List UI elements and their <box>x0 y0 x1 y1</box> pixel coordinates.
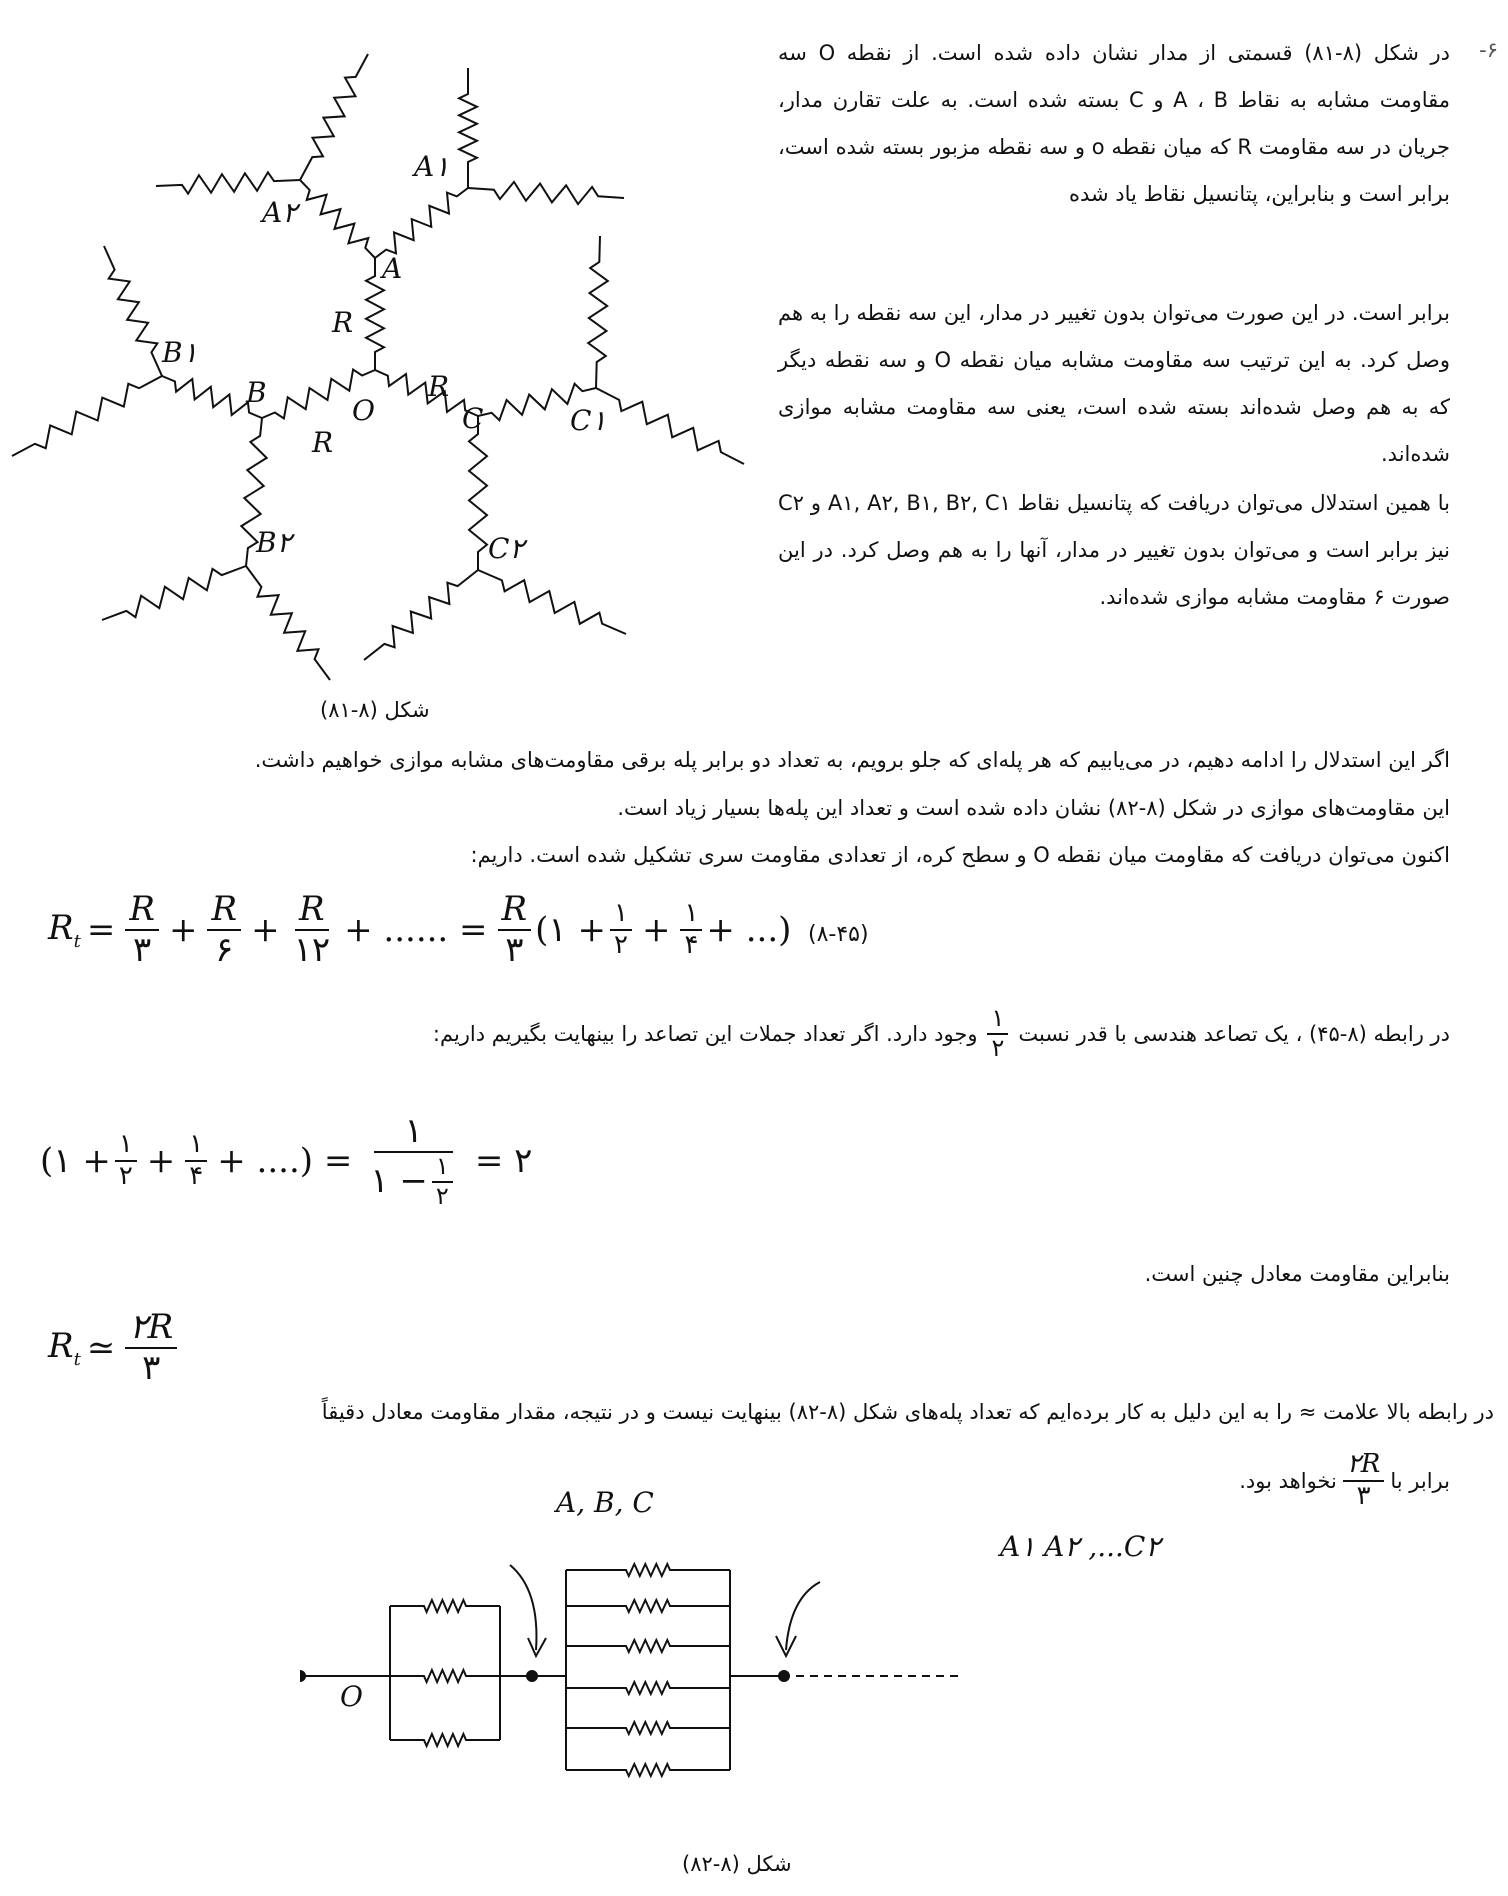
node-O <box>300 1671 305 1681</box>
resistor-stage1-3 <box>390 1734 500 1746</box>
sum-big-den <box>366 1153 460 1210</box>
problem-paragraph-1: در شکل (۸-۸۱) قسمتی از مدار نشان داده شده است. از نقطه O سه مقاومت مشابه به نقاط A ، B و C بسته شده است. به علت تقارن مدار، جریان در سه مقاومت R که میان نقطه o و سه نقطه مزبور بسته شده است، برابر است و بنابراین، پتانسیل نقاط یاد شده <box>778 41 1451 206</box>
eq45-ellipsis: + ...... = <box>344 910 488 951</box>
sum-close: + ....) = <box>217 1141 353 1182</box>
figure-8-82-caption: شکل (۸-۸۲) <box>682 1852 792 1876</box>
body-line-4-before: در رابطه (۸-۴۵) ، یک تصاعد هندسی با قدر نسبت <box>1018 1021 1450 1046</box>
eq45-s2-num: ۱ <box>680 899 702 931</box>
equation-result <box>48 1308 181 1388</box>
eq45-term-2 <box>207 890 241 970</box>
body-line-6: در رابطه بالا علامت ≈ را به این دلیل به کار برده‌ایم که تعداد پله‌های شکل (۸-۸۲) بینهایت نیست و در نتیجه، مقدار مقاومت معادل دقیقاً <box>321 1400 1494 1424</box>
resistor-stage2-3 <box>566 1640 730 1652</box>
resistor-B1-left <box>12 376 162 456</box>
final-num: ۲R <box>1346 1449 1381 1479</box>
figure-8-81-caption: شکل (۸-۸۱) <box>320 698 430 722</box>
eq45-lhs: R <box>48 908 74 949</box>
arrow-A1C2 <box>786 1582 820 1650</box>
eq45-term-3-num: R <box>299 889 325 929</box>
equation-series-sum: (۱ + $\frac{۱}{۲}$ + $\frac{۱}{۴}$ + ....) = ۱ ۱ − $\frac{۱}{۲}$ = ۲ <box>40 1111 533 1210</box>
sum-big-den-a: ۱ − <box>370 1161 428 1202</box>
label-R-top: R <box>332 306 354 339</box>
result-lhs-sub: t <box>73 1348 81 1370</box>
body-line-7-after: نخواهد بود. <box>1239 1468 1337 1493</box>
label-C: C <box>462 402 484 435</box>
result-num: ۲R <box>129 1307 174 1347</box>
result-lhs: R <box>48 1326 74 1367</box>
result-approx: ≃ <box>86 1328 116 1369</box>
resistor-stage2-5 <box>566 1722 730 1734</box>
resistor-A1-right <box>468 182 624 204</box>
sum-term-1 <box>115 1130 137 1192</box>
sum-s2-num: ۱ <box>185 1130 207 1162</box>
problem-paragraph-2: برابر است. در این صورت می‌توان بدون تغییر در مدار، این سه نقطه را به هم وصل کرد. به این ترتیب سه مقاومت مشابه میان نقطه O و سه نقطه دیگر که به هم وصل شده‌اند بسته شده است، یعنی سه مقاومت مشابه موازی شده‌اند. <box>778 301 1451 466</box>
equation-8-45: $R_t$ = $\frac{R}{۳}$ + $\frac{R}{۶}$ + $\frac{R}{۱۲}$ + ...... = $\frac{R}{۳}$ (۱ + $\frac{۱}{۲}$ + $\frac{۱}{۴}$ + ...) <box>48 889 792 971</box>
label-B2: B۲ <box>256 526 292 559</box>
body-line-3: اکنون می‌توان دریافت که مقاومت میان نقطه O و سطح کره، از تعدادی مقاومت سری تشکیل شده است. داریم: <box>470 843 1450 867</box>
eq45-term-1-num: R <box>129 889 155 929</box>
label-C2: C۲ <box>488 532 525 565</box>
resistor-stage2-4 <box>566 1682 730 1694</box>
equation-8-45-number: (۸-۴۵) <box>808 922 869 947</box>
sum-s1-num: ۱ <box>115 1130 137 1162</box>
eq45-series-open: (۱ + <box>535 910 606 951</box>
arrow-ABC <box>510 1565 536 1650</box>
fig82-label-ABC: A, B, C <box>556 1486 654 1519</box>
problem-number: -۶ <box>1479 38 1498 62</box>
ratio-num: ۱ <box>987 1005 1008 1035</box>
label-B1: B۱ <box>162 336 198 369</box>
eq45-s2-den: ۴ <box>684 930 699 961</box>
eq45-factor-den: ۳ <box>505 930 524 971</box>
ratio-den: ۲ <box>991 1033 1005 1062</box>
fig82-label-O: O <box>340 1680 363 1713</box>
label-R-left: R <box>312 426 334 459</box>
eq45-series-2 <box>680 899 702 961</box>
sum-s2-den: ۴ <box>189 1161 204 1192</box>
fig82-label-A1C2: A۱ A۲ ,...C۲ <box>1000 1530 1161 1563</box>
result-den: ۳ <box>142 1348 161 1389</box>
final-den: ۳ <box>1356 1480 1371 1511</box>
body-line-4-after: وجود دارد. اگر تعداد جملات این تصاعد را بینهایت بگیریم داریم: <box>432 1021 978 1046</box>
resistor-stage1-2 <box>390 1670 500 1682</box>
sum-s1-den: ۲ <box>118 1161 133 1192</box>
resistor-C1-up <box>588 236 608 388</box>
eq45-lhs-sub: t <box>73 930 81 952</box>
sum-big-num: ۱ <box>374 1112 452 1153</box>
sum-term-2 <box>185 1130 207 1192</box>
resistor-A2-up <box>300 54 368 180</box>
resistor-A-A1 <box>375 188 468 258</box>
eq45-s1-den: ۲ <box>613 930 628 961</box>
resistor-stage2-1 <box>566 1564 730 1576</box>
resistor-stage2-6 <box>566 1764 730 1776</box>
eq45-s1-num: ۱ <box>610 899 632 931</box>
figure-8-81 <box>0 40 780 740</box>
problem-paragraph-3: با همین استدلال می‌توان دریافت که پتانسیل نقاط A۱, A۲, B۱, B۲, C۱ و C۲ نیز برابر است و می‌توان بدون تغییر در مدار، آنها را به هم وصل کرد. در این صورت ۶ مقاومت مشابه موازی شده‌اند. <box>778 491 1450 609</box>
label-A: A <box>382 252 403 285</box>
body-line-7-before: برابر با <box>1390 1468 1450 1493</box>
eq45-term-1-den: ۳ <box>133 930 152 971</box>
sum-big-den-frac-den: ۲ <box>435 1181 449 1210</box>
body-line-2: این مقاومت‌های موازی در شکل (۸-۸۲) نشان داده شده است و تعداد این پله‌ها بسیار زیاد است. <box>617 796 1450 820</box>
figure-8-82 <box>300 1470 1300 1850</box>
resistor-A-A2 <box>300 180 375 258</box>
resistor-A1-up <box>459 68 477 188</box>
label-B: B <box>246 376 267 409</box>
label-R-right: R <box>428 370 450 403</box>
sum-big-den-frac <box>432 1153 453 1210</box>
body-line-1: اگر این استدلال را ادامه دهیم، در می‌یابیم که هر پله‌ای که جلو برویم، به تعداد دو برابر پله برقی مقاومت‌های مشابه موازی خواهیم داشت. <box>254 748 1450 772</box>
label-A2: A۲ <box>262 196 298 229</box>
resistor-stage2-2 <box>566 1600 730 1612</box>
sum-open: (۱ + <box>40 1141 111 1182</box>
node-A1C2 <box>779 1671 789 1681</box>
sum-big-den-frac-num: ۱ <box>432 1153 453 1183</box>
resistor-B2-down <box>246 566 330 680</box>
eq45-series-close: + ...) <box>706 910 792 951</box>
resistor-C1-right <box>596 388 744 464</box>
resistor-B1-up <box>104 246 162 376</box>
ratio-fraction <box>987 1005 1008 1062</box>
body-line-5: بنابراین مقاومت معادل چنین است. <box>1144 1262 1450 1286</box>
sum-result: = ۲ <box>474 1141 533 1182</box>
eq45-series-1 <box>610 899 632 961</box>
result-fraction <box>125 1308 177 1388</box>
eq45-factor-num: R <box>501 889 528 929</box>
resistor-C2-left <box>364 570 478 660</box>
eq45-term-2-num: R <box>211 889 238 929</box>
eq45-factor <box>498 890 532 970</box>
label-A1: A۱ <box>414 150 450 183</box>
node-ABC <box>527 1671 537 1681</box>
label-O: O <box>352 394 375 427</box>
body-line-4 <box>433 1005 1450 1062</box>
label-C1: C۱ <box>570 404 607 437</box>
resistor-stage1-1 <box>390 1600 500 1612</box>
resistor-C-C2 <box>469 416 487 570</box>
resistor-A2-left <box>156 172 300 193</box>
eq45-term-3-den: ۱۲ <box>293 930 331 971</box>
resistor-B2-left <box>102 566 246 620</box>
sum-big-fraction <box>366 1112 460 1210</box>
eq45-term-2-den: ۶ <box>215 930 234 971</box>
resistor-C2-right <box>478 570 626 634</box>
eq45-term-1 <box>125 890 159 970</box>
eq45-term-3 <box>290 890 335 970</box>
final-fraction <box>1343 1450 1385 1512</box>
